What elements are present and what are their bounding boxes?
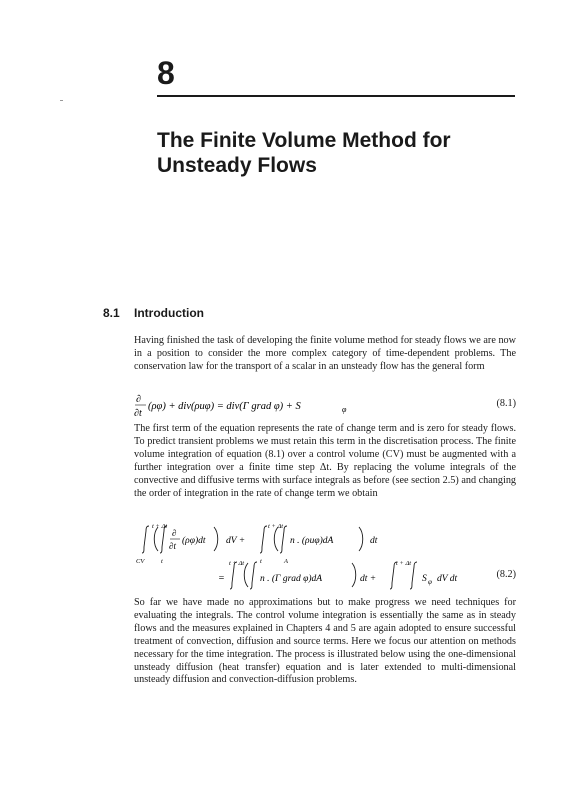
eq2-integral-a-2 (250, 562, 257, 589)
eq2-limit-upper-3: t + Δt (229, 560, 245, 567)
eq2-limit-upper-4: t + Δt (396, 560, 412, 567)
eq2-source-subscript: φ (428, 578, 432, 586)
eq2-paren-right-3 (352, 563, 356, 587)
equation-label-8-1: (8.1) (496, 398, 516, 409)
eq2-equals: = (218, 573, 225, 584)
equation-8-2 (134, 525, 516, 589)
eq2-integral-a-1 (280, 526, 287, 553)
eq2-paren-left-2 (274, 527, 278, 551)
equation-8-1 (134, 393, 516, 421)
margin-mark (60, 100, 63, 101)
eq1-partial-numerator: ∂ (136, 394, 141, 405)
eq2-term-dv: dV + (226, 536, 246, 546)
eq2-term-dvdt: dV dt (437, 574, 458, 584)
equation-8-2-graphic (134, 525, 516, 589)
chapter-title-line-1: The Finite Volume Method for (157, 129, 451, 152)
chapter-number: 8 (157, 55, 175, 91)
equation-8-1-graphic (134, 393, 516, 421)
eq2-paren-right-2 (359, 527, 363, 551)
section-number: 8.1 (103, 306, 120, 320)
eq2-paren-right-1 (214, 527, 218, 551)
paragraph-integration: The first term of the equation represents the rate of change term and is zero for steady flows. To predict transient problems we must retain this term in the discretisation process. The finite volume integration of equation (8.1) over a control volume (CV) must be augmented with a further integration over a finite time step Δt. By replacing the volume integrals of the convective and diffusive terms with surface integrals as before (see section 2.5) and changing the order of integration in the rate of change term we obtain (134, 423, 516, 499)
chapter-title (157, 128, 517, 178)
eq2-limit-upper-1: t + Δt (152, 523, 168, 530)
eq2-integral-t-2 (260, 526, 267, 553)
eq1-terms: (ρφ) + div(ρuφ) = div(Γ grad φ) + S (148, 401, 301, 412)
eq1-source-subscript: φ (342, 405, 347, 414)
eq2-limit-cv: CV (136, 558, 145, 565)
eq2-term-convection: n . (ρuφ)dA (290, 536, 334, 546)
eq2-limit-a-1: A (284, 558, 288, 565)
eq2-paren-left-1 (154, 527, 158, 551)
paragraph-intro: Having finished the task of developing the finite volume method for steady flows we are now in a position to consider the more complex category of time-dependent problems. The conservation law for the transport of a scalar in an unsteady flow has the general form (134, 335, 516, 372)
eq2-term-diffusion: n . (Γ grad φ)dA (260, 574, 323, 584)
chapter-rule (157, 95, 515, 97)
eq2-limit-t-2: t (260, 558, 262, 565)
eq2-limit-t-1: t (161, 558, 163, 565)
eq2-term-rate: (ρφ)dt (182, 536, 206, 546)
equation-label-8-2: (8.2) (496, 569, 516, 580)
eq1-partial-denominator: ∂t (134, 408, 142, 419)
eq2-source-s: S (422, 574, 427, 584)
eq2-paren-left-3 (244, 563, 248, 587)
eq2-partial-denominator: ∂t (169, 541, 176, 551)
eq2-integral-t-1 (160, 526, 167, 553)
eq2-term-dt-1: dt (370, 536, 378, 546)
section-title: Introduction (134, 306, 204, 320)
eq2-limit-upper-2: t + Δt (268, 523, 284, 530)
chapter-title-line-2: Unsteady Flows (157, 154, 317, 177)
eq2-integral-cv (142, 526, 149, 553)
eq2-partial-numerator: ∂ (172, 528, 177, 538)
paragraph-approximations: So far we have made no approximations but to make progress we need techniques for evaluating the integrals. The control volume integration is essentially the same as in steady flows and the measures explained in Chapters 4 and 5 are again adopted to ensure successful treatment of convection, diffusion and source terms. Here we focus our attention on methods necessary for the time integration. The process is illustrated below using the one-dimensional unsteady diffusion (heat transfer) equation and is later extended to multi-dimensional unsteady diffusion and convection-diffusion problems. (134, 597, 516, 686)
eq2-term-dt-2: dt + (360, 574, 377, 584)
